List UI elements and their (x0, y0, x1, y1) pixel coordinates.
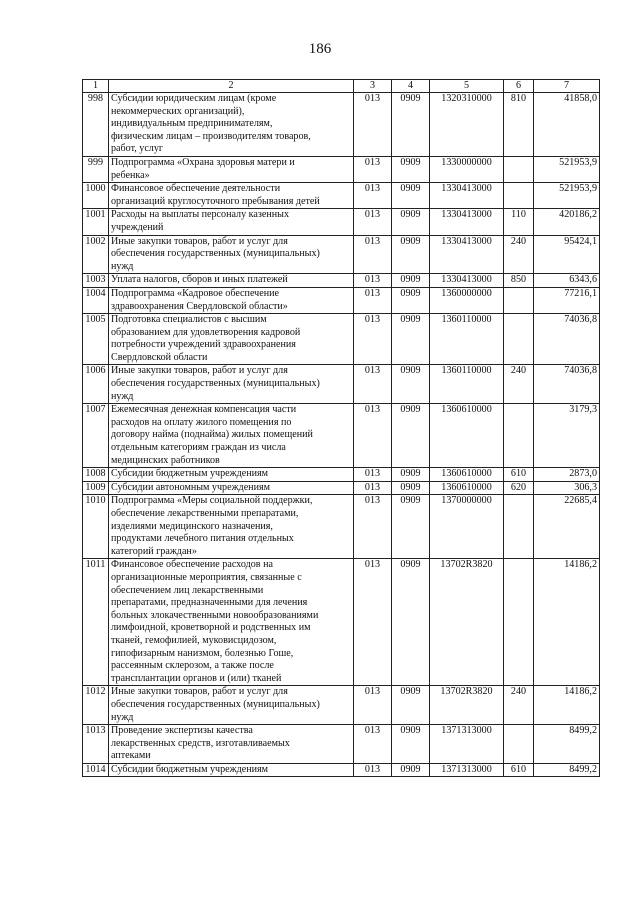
description-line: гипофизарным нанизмом, болезнью Гоше, (111, 647, 294, 659)
amount-value: 8499,2 (534, 725, 600, 764)
section-code: 0909 (392, 725, 430, 764)
row-description (109, 274, 354, 288)
row-description (109, 725, 354, 764)
description-line: категорий граждан» (111, 545, 197, 557)
row-number: 1005 (83, 314, 109, 365)
target-article-code: 1371313000 (430, 725, 504, 764)
target-article-code: 1330413000 (430, 209, 504, 235)
amount-value: 77216,1 (534, 287, 600, 313)
column-header: 1 (83, 80, 109, 93)
section-code: 0909 (392, 314, 430, 365)
description-line: Свердловской области (111, 351, 208, 363)
row-description (109, 314, 354, 365)
column-header: 6 (504, 80, 534, 93)
description-line: потребности учреждений здравоохранения (111, 339, 296, 351)
expense-type-code: 620 (504, 481, 534, 495)
row-description (109, 495, 354, 559)
row-description (109, 559, 354, 686)
description-line: обеспечения государственных (муниципальных) (111, 378, 320, 390)
target-article-code: 1360000000 (430, 287, 504, 313)
row-number: 998 (83, 93, 109, 157)
row-number: 1004 (83, 287, 109, 313)
column-header: 3 (354, 80, 392, 93)
description-line: индивидуальным предпринимателям, (111, 118, 273, 130)
section-code: 0909 (392, 274, 430, 288)
row-number: 1008 (83, 468, 109, 482)
description-line: нужд (111, 260, 134, 272)
ministry-code: 013 (354, 287, 392, 313)
ministry-code: 013 (354, 209, 392, 235)
target-article-code: 13702R3820 (430, 559, 504, 686)
description-line: обеспечением лиц лекарственными (111, 584, 264, 596)
section-code: 0909 (392, 495, 430, 559)
row-number: 1003 (83, 274, 109, 288)
expense-type-code: 850 (504, 274, 534, 288)
description-line: организационные мероприятия, связанные с (111, 571, 302, 583)
description-line: работ, услуг (111, 143, 164, 155)
description-line: Подготовка специалистов с высшим (111, 314, 267, 326)
description-line: Расходы на выплаты персоналу казенных (111, 209, 289, 221)
table-row (83, 365, 600, 404)
description-line: обеспечение лекарственными препаратами, (111, 508, 299, 519)
table-header-row (83, 80, 600, 93)
ministry-code: 013 (354, 404, 392, 468)
ministry-code: 013 (354, 235, 392, 274)
section-code: 0909 (392, 365, 430, 404)
amount-value: 2873,0 (534, 468, 600, 482)
row-description (109, 468, 354, 482)
target-article-code: 1330413000 (430, 274, 504, 288)
section-code: 0909 (392, 287, 430, 313)
table-row (83, 235, 600, 274)
ministry-code: 013 (354, 365, 392, 404)
description-line: обеспечения государственных (муниципальных) (111, 698, 320, 710)
amount-value: 420186,2 (534, 209, 600, 235)
section-code: 0909 (392, 156, 430, 182)
row-number: 1001 (83, 209, 109, 235)
row-description (109, 93, 354, 157)
description-line: Ежемесячная денежная компенсация части (111, 404, 297, 416)
expense-type-code: 610 (504, 763, 534, 777)
column-header: 4 (392, 80, 430, 93)
amount-value: 8499,2 (534, 763, 600, 777)
description-line: расходов на оплату жилого помещения по (111, 416, 292, 428)
target-article-code: 1360110000 (430, 365, 504, 404)
ministry-code: 013 (354, 481, 392, 495)
amount-value: 74036,8 (534, 314, 600, 365)
target-article-code: 1330000000 (430, 156, 504, 182)
description-line: Иные закупки товаров, работ и услуг для (111, 365, 288, 377)
expense-type-code (504, 495, 534, 559)
table-row (83, 93, 600, 157)
ministry-code: 013 (354, 468, 392, 482)
row-number: 1009 (83, 481, 109, 495)
table-row (83, 686, 600, 725)
amount-value: 521953,9 (534, 156, 600, 182)
description-line: Иные закупки товаров, работ и услуг для (111, 686, 288, 698)
description-line: тканей, гемофилией, муковисцидозом, (111, 634, 277, 646)
row-description (109, 287, 354, 313)
section-code: 0909 (392, 763, 430, 777)
row-number: 999 (83, 156, 109, 182)
table-row (83, 495, 600, 559)
description-line: Финансовое обеспечение расходов на (111, 559, 273, 571)
description-line: договору найма (поднайма) жилых помещений (111, 429, 313, 441)
target-article-code: 1370000000 (430, 495, 504, 559)
target-article-code: 1330413000 (430, 183, 504, 209)
ministry-code: 013 (354, 495, 392, 559)
amount-value: 306,3 (534, 481, 600, 495)
ministry-code: 013 (354, 559, 392, 686)
ministry-code: 013 (354, 156, 392, 182)
row-description (109, 235, 354, 274)
amount-value: 95424,1 (534, 235, 600, 274)
column-header: 5 (430, 80, 504, 93)
row-description (109, 183, 354, 209)
section-code: 0909 (392, 93, 430, 157)
amount-value: 14186,2 (534, 686, 600, 725)
ministry-code: 013 (354, 93, 392, 157)
table-row (83, 274, 600, 288)
table-row (83, 559, 600, 686)
expense-type-code (504, 287, 534, 313)
ministry-code: 013 (354, 686, 392, 725)
row-number: 1000 (83, 183, 109, 209)
description-line: Иные закупки товаров, работ и услуг для (111, 235, 288, 247)
target-article-code: 1360610000 (430, 468, 504, 482)
expense-type-code (504, 156, 534, 182)
section-code: 0909 (392, 481, 430, 495)
row-number: 1011 (83, 559, 109, 686)
target-article-code: 1360610000 (430, 481, 504, 495)
description-line: лимфоидной, кроветворной и родственных им (111, 622, 311, 634)
ministry-code: 013 (354, 314, 392, 365)
row-description (109, 686, 354, 725)
description-line: нужд (111, 711, 134, 723)
row-number: 1002 (83, 235, 109, 274)
description-line: препаратами, предназначенными для лечения (111, 597, 308, 609)
expense-type-code (504, 725, 534, 764)
row-description (109, 365, 354, 404)
row-description (109, 209, 354, 235)
description-line: отдельным категориям граждан из числа (111, 442, 286, 454)
expense-type-code (504, 404, 534, 468)
description-line: аптеками (111, 750, 151, 762)
target-article-code: 1330413000 (430, 235, 504, 274)
section-code: 0909 (392, 209, 430, 235)
section-code: 0909 (392, 235, 430, 274)
expense-type-code (504, 559, 534, 686)
section-code: 0909 (392, 468, 430, 482)
table-row (83, 404, 600, 468)
ministry-code: 013 (354, 725, 392, 764)
table-row (83, 314, 600, 365)
amount-value: 41858,0 (534, 93, 600, 157)
row-number: 1006 (83, 365, 109, 404)
amount-value: 22685,4 (534, 495, 600, 559)
description-line: лекарственных средств, изготавливаемых (111, 737, 290, 749)
section-code: 0909 (392, 183, 430, 209)
section-code: 0909 (392, 404, 430, 468)
amount-value: 6343,6 (534, 274, 600, 288)
description-line: нужд (111, 390, 134, 402)
expense-type-code (504, 183, 534, 209)
description-line: организаций круглосуточного пребывания детей (111, 195, 320, 207)
row-description (109, 156, 354, 182)
expense-type-code: 240 (504, 235, 534, 274)
expense-type-code: 240 (504, 365, 534, 404)
description-line: Подпрограмма «Меры социальной поддержки, (111, 495, 313, 507)
row-number: 1007 (83, 404, 109, 468)
target-article-code: 1360110000 (430, 314, 504, 365)
row-description (109, 481, 354, 495)
expense-type-code: 110 (504, 209, 534, 235)
section-code: 0909 (392, 686, 430, 725)
expense-type-code: 240 (504, 686, 534, 725)
row-number: 1014 (83, 763, 109, 777)
ministry-code: 013 (354, 183, 392, 209)
table-row (83, 183, 600, 209)
description-line: Финансовое обеспечение деятельности (111, 183, 281, 195)
row-number: 1010 (83, 495, 109, 559)
column-header: 7 (534, 80, 600, 93)
amount-value: 3179,3 (534, 404, 600, 468)
description-line: обеспечения государственных (муниципальных) (111, 248, 320, 260)
table-row (83, 763, 600, 777)
table-row (83, 287, 600, 313)
description-line: изделиями медицинского назначения, (111, 520, 273, 532)
description-line: физическим лицам – производителям товаров, (111, 130, 311, 142)
description-line: Проведение экспертизы качества (111, 725, 253, 737)
section-code: 0909 (392, 559, 430, 686)
description-line: Субсидии автономным учреждениям (111, 481, 271, 493)
description-line: больных злокачественными новообразованиями (111, 609, 319, 621)
table-row (83, 725, 600, 764)
target-article-code: 13702R3820 (430, 686, 504, 725)
page-number: 186 (308, 41, 332, 57)
row-number: 1013 (83, 725, 109, 764)
description-line: рассеянным склерозом, а также после (111, 660, 274, 672)
expense-type-code: 610 (504, 468, 534, 482)
table-row (83, 156, 600, 182)
target-article-code: 1320310000 (430, 93, 504, 157)
target-article-code: 1360610000 (430, 404, 504, 468)
target-article-code: 1371313000 (430, 763, 504, 777)
description-line: Подпрограмма «Кадровое обеспечение (111, 287, 280, 299)
description-line: Подпрограмма «Охрана здоровья матери и (111, 156, 295, 168)
ministry-code: 013 (354, 274, 392, 288)
ministry-code: 013 (354, 763, 392, 777)
table-row (83, 481, 600, 495)
description-line: некоммерческих организаций), (111, 105, 245, 117)
description-line: учреждений (111, 221, 164, 233)
description-line: продуктами лечебного питания отдельных (111, 533, 294, 545)
description-line: медицинских работников (111, 454, 220, 466)
row-description (109, 404, 354, 468)
description-line: трансплантации органов и (или) тканей (111, 672, 282, 684)
expense-type-code: 810 (504, 93, 534, 157)
description-line: Уплата налогов, сборов и иных платежей (111, 274, 288, 286)
table-body (83, 93, 600, 777)
description-line: Субсидии бюджетным учреждениям (111, 468, 269, 480)
amount-value: 521953,9 (534, 183, 600, 209)
budget-table (82, 79, 600, 777)
description-line: образованием для удовлетворения кадровой (111, 326, 301, 338)
description-line: ребенка» (111, 169, 150, 181)
table-row (83, 209, 600, 235)
description-line: здравоохранения Свердловской области» (111, 300, 288, 312)
column-header: 2 (109, 80, 354, 93)
expense-type-code (504, 314, 534, 365)
row-number: 1012 (83, 686, 109, 725)
description-line: Субсидии бюджетным учреждениям (111, 763, 269, 775)
amount-value: 74036,8 (534, 365, 600, 404)
description-line: Субсидии юридическим лицам (кроме (111, 93, 277, 104)
table-row (83, 468, 600, 482)
amount-value: 14186,2 (534, 559, 600, 686)
row-description (109, 763, 354, 777)
